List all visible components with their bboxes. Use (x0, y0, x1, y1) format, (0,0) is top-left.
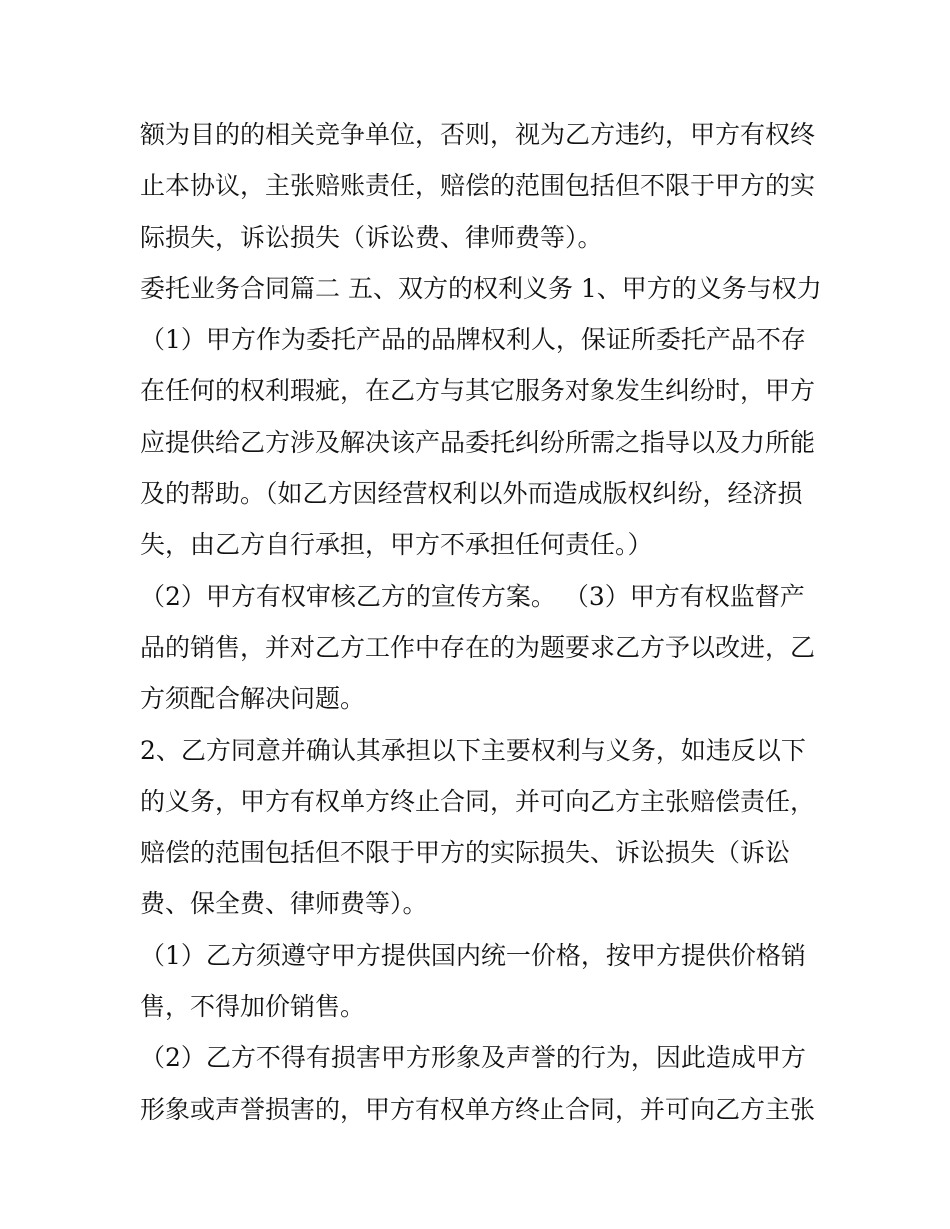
document-body (140, 109, 820, 1135)
text-line-17: （1）乙方须遵守甲方提供国内统一价格，按甲方提供价格销 (140, 940, 806, 970)
text-line-6: 在任何的权利瑕疵，在乙方与其它服务对象发生纠纷时，甲方 (140, 376, 816, 406)
text-line-13: 2、乙方同意并确认其承担以下主要权利与义务，如违反以下 (140, 735, 806, 765)
text-line-5: （1）甲方作为委托产品的品牌权利人，保证所委托产品不存 (140, 325, 806, 355)
text-line-16: 费、保全费、律师费等）。 (140, 889, 428, 919)
text-line-14: 的义务，甲方有权单方终止合同，并可向乙方主张赔偿责任， (140, 786, 816, 816)
text-line-9: 失，由乙方自行承担，甲方不承担任何责任。） (140, 530, 653, 560)
text-line-4: 委托业务合同篇二 五、双方的权利义务 1、甲方的义务与权力 (140, 273, 822, 303)
text-line-19: （2）乙方不得有损害甲方形象及声誉的行为，因此造成甲方 (140, 1043, 806, 1073)
text-line-2: 止本协议，主张赔账责任，赔偿的范围包括但不限于甲方的实 (140, 171, 816, 201)
text-line-3: 际损失，诉讼损失（诉讼费、律师费等）。 (140, 222, 603, 252)
text-line-10: （2）甲方有权审核乙方的宣传方案。 （3）甲方有权监督产 (140, 581, 805, 611)
text-line-18: 售，不得加价销售。 (140, 992, 366, 1022)
text-line-1: 额为目的的相关竞争单位，否则，视为乙方违约，甲方有权终 (140, 120, 816, 149)
text-line-7: 应提供给乙方涉及解决该产品委托纠纷所需之指导以及力所能 (140, 427, 816, 457)
text-line-8: 及的帮助。（如乙方因经营权利以外而造成版权纠纷，经济损 (140, 479, 803, 509)
text-line-11: 品的销售，并对乙方工作中存在的为题要求乙方予以改进，乙 (140, 632, 816, 662)
text-line-12: 方须配合解决问题。 (140, 684, 366, 714)
text-line-20: 形象或声誉损害的，甲方有权单方终止合同，并可向乙方主张 (140, 1094, 816, 1124)
text-line-15: 赔偿的范围包括但不限于甲方的实际损失、诉讼损失（诉讼 (140, 838, 791, 868)
